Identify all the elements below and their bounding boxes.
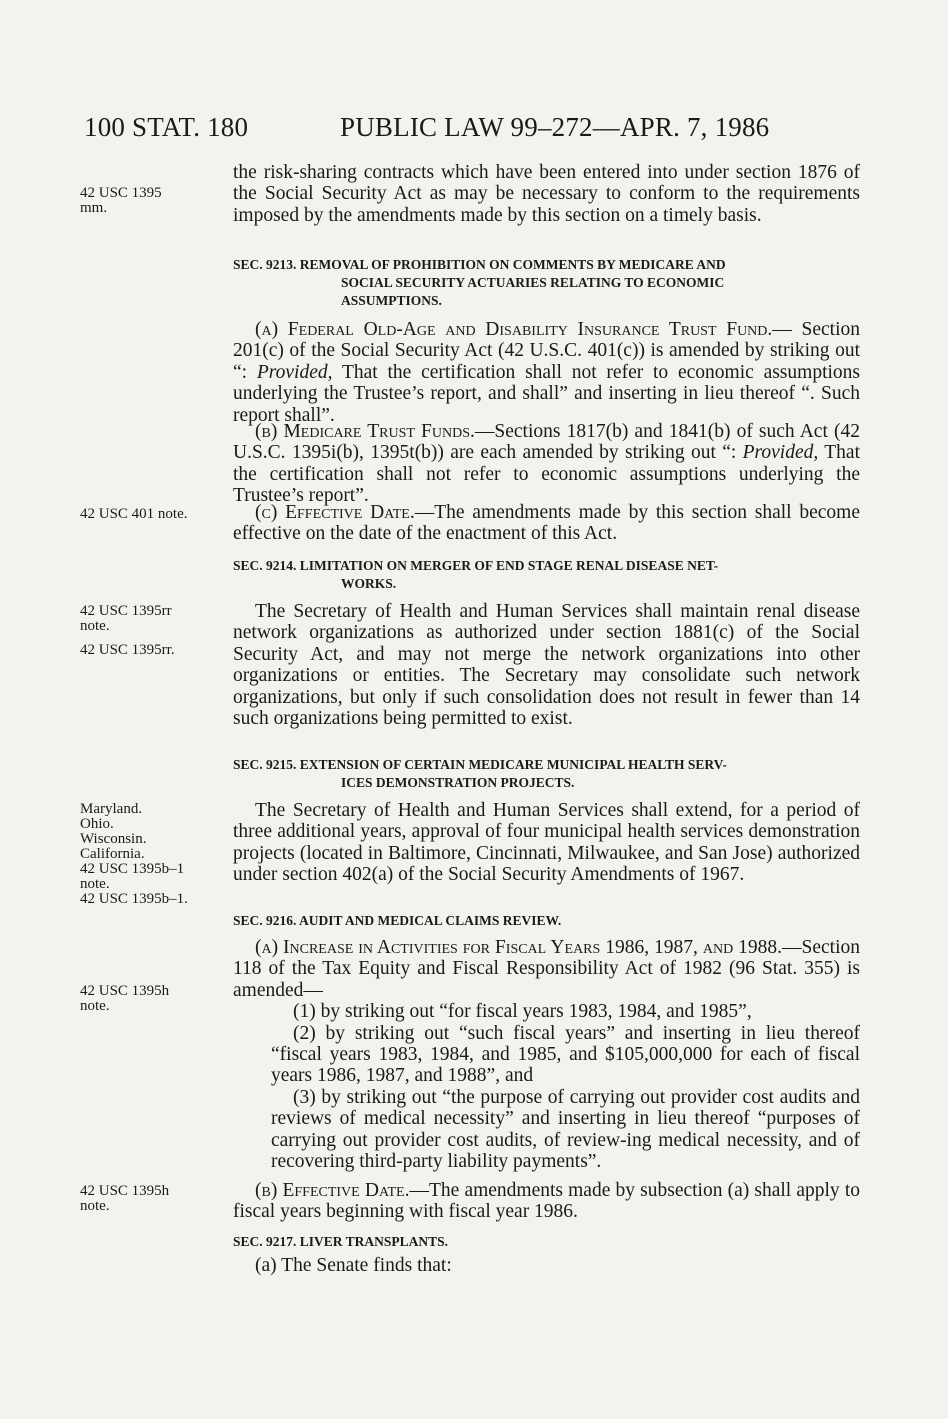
margin-note-line: 42 USC 1395b–1 — [80, 861, 185, 877]
subsection-text: That the certification shall not refer to economic assumptions underlying the Trustee’s report, and shall” and inserting in lieu thereof “. Such report shall”. — [233, 361, 860, 426]
margin-note-line: note. — [80, 876, 110, 892]
margin-note-line: 42 USC 1395b–1. — [80, 891, 188, 907]
margin-note-line: note. — [80, 618, 110, 634]
paragraph-9214 — [233, 601, 860, 729]
list-item: (3) by striking out “the purpose of carrying out provider cost audits and reviews of medical necessity” and inserting in lieu thereof “purposes of carrying out provider cost audits, of review-ing medical necessity, and of recovering third-party liability payments”. — [271, 1086, 860, 1173]
paragraph-text: the risk-sharing contracts which have been entered into under section 1876 of the Social Security Act as may be necessary to conform to the requirements imposed by the amendments made by this section on a timely basis. — [233, 162, 860, 226]
paragraph-text: The Secretary of Health and Human Services shall extend, for a period of three additional years, approval of four municipal health services demonstration projects (located in Baltimore, Cincinnati, Milwaukee, and San Jose) authorized under section 402(a) of the Social Security Amendments of 1967. — [233, 800, 860, 886]
paragraph — [233, 162, 860, 226]
margin-note — [80, 507, 188, 522]
subsection-text: That the certification shall not refer to economic assumptions underlying the Trustee’s report”. — [233, 442, 860, 507]
subsection-9216-b — [233, 1180, 860, 1223]
margin-note — [80, 1184, 169, 1214]
margin-note — [80, 802, 188, 907]
subsection-9217-a — [233, 1255, 860, 1276]
margin-note-line: 42 USC 1395h — [80, 1183, 170, 1199]
subsection-text: —The amendments made by this section shall become effective on the date of the enactment of this Act. — [233, 502, 860, 545]
section-heading-9217 — [233, 1233, 860, 1251]
subsection-text: Section 201(c) of the Social Security Act (42 U.S.C. 401(c)) is amended by striking out “: — [233, 319, 860, 383]
subsection-text: —Sections 1817(b) and 1841(b) of such Act (42 U.S.C. 1395i(b), 1395t(b)) are each amended by striking out “: — [233, 421, 860, 464]
section-heading-line: SOCIAL SECURITY ACTUARIES RELATING TO ECONOMIC — [341, 275, 725, 290]
subsection-text: 1988.—Section 118 of the Tax Equity and Fiscal Responsibility Act of 1982 (96 Stat. 355) is amended— — [233, 937, 860, 1001]
paragraph-9215 — [233, 800, 860, 886]
list-item: (1) by striking out “for fiscal years 1983, 1984, and 1985”, — [293, 1001, 752, 1023]
section-heading-line: ASSUMPTIONS. — [341, 293, 442, 308]
section-heading-line: SEC. 9215. EXTENSION OF CERTAIN MEDICARE MUNICIPAL HEALTH SERV- — [233, 757, 727, 772]
margin-note-line: California. — [80, 846, 145, 862]
subsection-heading: (c) Effective Date. — [255, 502, 415, 523]
list-item: (2) by striking out “such fiscal years” and inserting in lieu thereof “fiscal years 1983, 1984, and 1985, and $105,000,000 for each of fiscal years 1986, 1987, and 1988”, and — [271, 1022, 860, 1087]
margin-note-line: note. — [80, 998, 110, 1014]
subsection-heading: (b) Medicare Trust Funds. — [255, 421, 475, 442]
section-heading-line: SEC. 9213. REMOVAL OF PROHIBITION ON COMMENTS BY MEDICARE AND — [233, 257, 726, 272]
margin-note-line: 42 USC 1395h — [80, 983, 170, 999]
section-heading-9216 — [233, 912, 860, 930]
italic-term: Provided, — [256, 361, 333, 383]
page-number-header: 100 STAT. 180 — [84, 112, 249, 142]
margin-note-line: 42 USC 1395rr — [80, 603, 172, 619]
margin-note-line: Maryland. — [80, 801, 143, 817]
section-heading-line: SEC. 9214. LIMITATION ON MERGER OF END STAGE RENAL DISEASE NET- — [233, 558, 719, 573]
section-heading-line: SEC. 9217. LIVER TRANSPLANTS. — [233, 1234, 449, 1249]
paragraph-text: (a) The Senate finds that: — [255, 1255, 452, 1276]
margin-note-line: 42 USC 401 note. — [80, 506, 188, 522]
margin-note — [80, 984, 169, 1014]
margin-note-line: 42 USC 1395 — [80, 185, 162, 201]
margin-note — [80, 643, 175, 658]
section-heading-line: WORKS. — [341, 576, 397, 591]
margin-note-line: 42 USC 1395rr. — [80, 642, 175, 658]
margin-note — [80, 186, 162, 216]
margin-note-line: Ohio. — [80, 816, 114, 832]
subsection-heading: (a) Increase in Activities for Fiscal Years 1986, 1987, and — [255, 937, 734, 958]
italic-term: Provided, — [742, 442, 819, 464]
subsection-9216-a — [233, 937, 860, 1172]
section-heading-9214 — [233, 557, 860, 593]
margin-note-line: note. — [80, 1198, 110, 1214]
subsection-heading: (a) Federal Old-Age and Disability Insurance Trust Fund.— — [255, 319, 792, 340]
paragraph-text: The Secretary of Health and Human Services shall maintain renal disease network organizations as authorized under section 1881(c) of the Social Security Act, and may not merge the network organizations into other organizations or entities. The Secretary may consolidate such network organizations, but only if such consolidation does not result in fewer than 14 such organizations being permitted to exist. — [233, 601, 860, 730]
section-heading-line: ICES DEMONSTRATION PROJECTS. — [341, 775, 575, 790]
section-heading-line: SEC. 9216. AUDIT AND MEDICAL CLAIMS REVIEW. — [233, 913, 562, 928]
section-heading-9215 — [233, 756, 860, 792]
section-heading-9213 — [233, 256, 860, 310]
margin-note-line: Wisconsin. — [80, 831, 147, 847]
subsection-text: —The amendments made by subsection (a) shall apply to fiscal years beginning with fiscal year 1986. — [233, 1180, 860, 1223]
margin-note — [80, 604, 172, 634]
subsection-heading: (b) Effective Date. — [255, 1180, 410, 1201]
running-header: PUBLIC LAW 99–272—APR. 7, 1986 — [340, 112, 770, 142]
margin-note-line: mm. — [80, 200, 108, 216]
subsection-c — [233, 502, 860, 545]
subsection-a — [233, 319, 860, 426]
subsection-b — [233, 421, 860, 507]
